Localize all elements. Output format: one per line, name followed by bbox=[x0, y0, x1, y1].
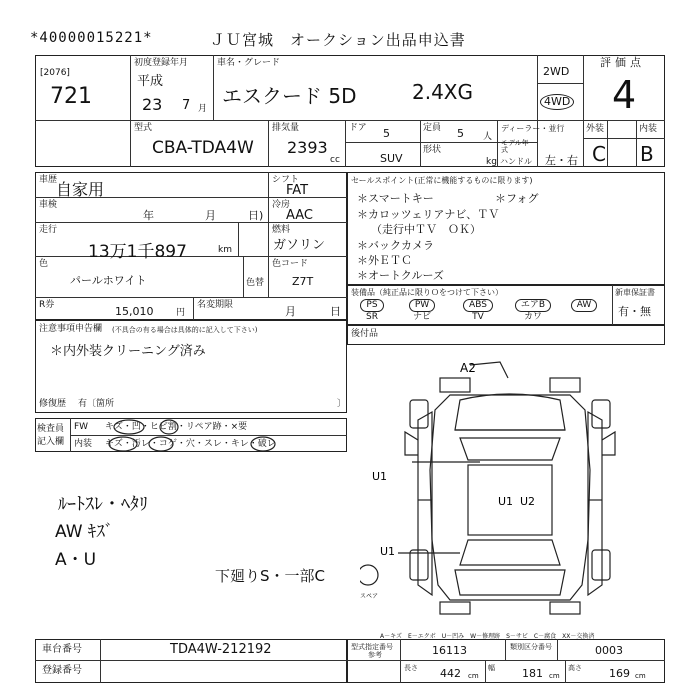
mileage-label: 走行 bbox=[39, 225, 58, 235]
car-name: エスクード 5D bbox=[222, 84, 357, 108]
sales-point-1: ＊スマートキー bbox=[357, 192, 434, 205]
usage-label: 車歴 bbox=[39, 175, 58, 185]
weight-unit: kg bbox=[486, 157, 497, 167]
length-unit: cm bbox=[468, 672, 479, 680]
inspector-row1: キズ・凹・ヒビ割・リペア跡・×要 bbox=[105, 422, 248, 432]
ref-label: 参考 bbox=[368, 651, 382, 659]
body-label: 形状 bbox=[423, 145, 442, 155]
color-code-value: Z7T bbox=[292, 275, 314, 288]
evaluation-label: 評価点 bbox=[600, 56, 645, 69]
recycle-value: 15,010 bbox=[115, 305, 154, 318]
equip-pw-name: ナビ bbox=[412, 312, 431, 322]
registration-era: 平成 bbox=[137, 74, 164, 89]
capacity-unit: 人 bbox=[483, 132, 493, 142]
lot-number: 721 bbox=[50, 84, 92, 109]
color-label: 色 bbox=[39, 259, 49, 269]
inspection-day-unit: 日) bbox=[248, 209, 264, 222]
drive-4wd: 4WD bbox=[544, 95, 571, 108]
inspector-circles bbox=[0, 0, 350, 460]
model-spec-label: 型式指定番号 bbox=[351, 643, 393, 651]
inspection-label: 車検 bbox=[39, 200, 58, 210]
ac-label: 冷房 bbox=[272, 200, 291, 210]
interior-grade: B bbox=[640, 142, 654, 166]
handwritten-line-1: ﾙｰﾄｽﾚ・ﾍﾀﾘ bbox=[58, 494, 148, 515]
drive-2wd: 2WD bbox=[543, 65, 570, 78]
inspector-row2-label: 内装 bbox=[74, 439, 93, 449]
equip-ps-code: PS bbox=[360, 299, 383, 312]
chassis-label: 車台番号 bbox=[42, 644, 82, 655]
recycle-unit: 円 bbox=[176, 308, 186, 318]
aftermarket-box bbox=[347, 325, 665, 345]
exterior-grade: C bbox=[592, 142, 606, 166]
height-value: 169 bbox=[609, 667, 630, 680]
lot-code: [2076] bbox=[40, 68, 70, 78]
registration-month-unit: 月 bbox=[198, 104, 208, 114]
equip-ps bbox=[352, 299, 392, 323]
usage-value: 自家用 bbox=[56, 180, 105, 199]
fuel-label: 燃料 bbox=[272, 225, 291, 235]
equip-pw-code: PW bbox=[409, 299, 435, 312]
equip-ps-name: SR bbox=[366, 312, 378, 322]
mileage-value: 13万1千897 bbox=[88, 242, 187, 262]
equipment-label: 装備品（純正品に限りＯをつけて下さい） bbox=[351, 288, 503, 297]
height-unit: cm bbox=[635, 672, 646, 680]
shift-value: FAT bbox=[286, 183, 309, 198]
header-serial: *40000015221* bbox=[30, 30, 153, 46]
color-change-label: 色替 bbox=[246, 278, 265, 288]
equip-airbag-code: エアB bbox=[515, 299, 551, 312]
sales-point-5: ＊バックカメラ bbox=[357, 239, 434, 252]
recycle-label: R券 bbox=[39, 300, 55, 310]
doors-value: 5 bbox=[383, 127, 390, 140]
capacity-value: 5 bbox=[457, 127, 464, 140]
car-grade: 2.4XG bbox=[412, 80, 474, 104]
model-label: 型式 bbox=[134, 123, 153, 133]
notes-sublabel: (不具合の有る場合は具体的に記入して下さい) bbox=[112, 326, 258, 334]
model-spec-value: 16113 bbox=[432, 644, 467, 657]
model-value: CBA-TDA4W bbox=[152, 138, 254, 158]
inspector-row2: キズ・汚レ・コゲ・穴・スレ・キレ・破レ bbox=[105, 439, 276, 449]
category-value: 0003 bbox=[595, 644, 623, 657]
ac-value: AAC bbox=[286, 208, 313, 223]
reg-label: 登録番号 bbox=[42, 665, 82, 676]
registration-year: 23 bbox=[142, 95, 163, 114]
car-damage-diagram bbox=[360, 360, 660, 620]
meigi-label: 名変期限 bbox=[197, 300, 234, 310]
diagram-mark-u1-roof: U1 bbox=[498, 495, 514, 508]
length-label: 長さ bbox=[404, 664, 418, 672]
sales-point-4: （走行中ＴＶ ＯＫ） bbox=[371, 223, 481, 236]
inspector-label-1: 検査員 bbox=[37, 424, 65, 434]
doors-label: ドア bbox=[349, 123, 367, 133]
mileage-unit: km bbox=[218, 245, 232, 255]
warranty-value: 有・無 bbox=[618, 305, 651, 318]
evaluation-score: 4 bbox=[612, 73, 637, 117]
interior-label: 内装 bbox=[639, 124, 658, 134]
length-value: 442 bbox=[440, 667, 461, 680]
displacement-unit: cc bbox=[330, 155, 340, 165]
equip-aw bbox=[564, 299, 604, 312]
diagram-mark-a2: A2 bbox=[460, 361, 476, 375]
damage-legend: A－キズ E－エクボ U－凹み W－修理跡 S－サビ C－腐食 XX－交換済 bbox=[380, 633, 595, 640]
width-unit: cm bbox=[549, 672, 560, 680]
body-value: SUV bbox=[380, 152, 403, 165]
handle-label: ハンドル bbox=[500, 157, 532, 166]
header-title: ＪＵ宮城 オークション出品申込書 bbox=[210, 31, 466, 49]
equip-abs-name: TV bbox=[472, 312, 484, 322]
handle-value: 左・右 bbox=[545, 154, 578, 167]
aftermarket-label: 後付品 bbox=[351, 329, 379, 339]
sales-points-label: セールスポイント(正常に機能するものに限ります) bbox=[351, 176, 533, 185]
displacement-label: 排気量 bbox=[272, 123, 300, 133]
repair-value: 有〔箇所 bbox=[78, 399, 115, 409]
sales-point-7: ＊オートクルーズ bbox=[357, 269, 444, 282]
displacement-value: 2393 bbox=[287, 138, 328, 157]
meigi-month: 月 bbox=[285, 305, 296, 318]
model-year-label: モデル年式 bbox=[501, 139, 529, 154]
equip-pw bbox=[402, 299, 442, 323]
inspector-row1-label: FW bbox=[74, 422, 89, 432]
color-value: パールホワイト bbox=[70, 274, 147, 287]
width-value: 181 bbox=[522, 667, 543, 680]
inspector-label-2: 記入欄 bbox=[37, 437, 65, 447]
capacity-label: 定員 bbox=[423, 123, 442, 133]
warranty-label: 新車保証書 bbox=[615, 288, 655, 297]
drive-4wd-circle bbox=[540, 94, 574, 110]
handwritten-line-2: AW ｷｽﾞ bbox=[55, 522, 114, 542]
equip-airbag bbox=[510, 299, 556, 323]
repair-label: 修復歴 bbox=[39, 399, 67, 409]
equip-abs bbox=[456, 299, 500, 323]
chassis-value: TDA4W-212192 bbox=[170, 642, 272, 657]
equip-airbag-name: カワ bbox=[523, 312, 542, 322]
fuel-value: ガソリン bbox=[273, 238, 326, 253]
diagram-mark-u1-left: U1 bbox=[372, 470, 388, 483]
meigi-day: 日 bbox=[330, 305, 341, 318]
diagram-mark-u1-lower: U1 bbox=[380, 545, 396, 558]
equip-aw-code: AW bbox=[571, 299, 598, 312]
car-label: 車名・グレード bbox=[217, 58, 281, 68]
diagram-mark-u2: U2 bbox=[520, 495, 536, 508]
notes-content: ＊内外装クリーニング済み bbox=[50, 344, 206, 359]
inspection-month-unit: 月 bbox=[205, 209, 216, 222]
category-label: 類別区分番号 bbox=[510, 643, 552, 651]
registration-month: 7 bbox=[182, 98, 191, 113]
exterior-label: 外装 bbox=[586, 124, 605, 134]
shift-label: シフト bbox=[272, 175, 300, 185]
inspection-year-unit: 年 bbox=[143, 209, 154, 222]
dealer-label: ディーラー・並行 bbox=[501, 124, 565, 133]
equip-abs-code: ABS bbox=[463, 299, 493, 312]
sales-point-2: ＊フォグ bbox=[495, 192, 539, 205]
sales-point-3: ＊カロッツェリアナビ、ＴＶ bbox=[357, 208, 500, 221]
sales-point-6: ＊外ＥＴＣ bbox=[357, 254, 412, 267]
color-code-label: 色コード bbox=[272, 259, 309, 269]
handwritten-line-3: A・U bbox=[55, 550, 97, 570]
repair-close: 〕 bbox=[337, 399, 347, 409]
handwritten-line-4: 下廻りS・一部C bbox=[215, 567, 325, 585]
width-label: 幅 bbox=[488, 664, 495, 672]
registration-label: 初度登録年月 bbox=[134, 58, 189, 68]
height-label: 高さ bbox=[568, 664, 582, 672]
notes-label: 注意事項申告欄 bbox=[39, 324, 103, 334]
spare-label: スペア bbox=[360, 593, 379, 600]
